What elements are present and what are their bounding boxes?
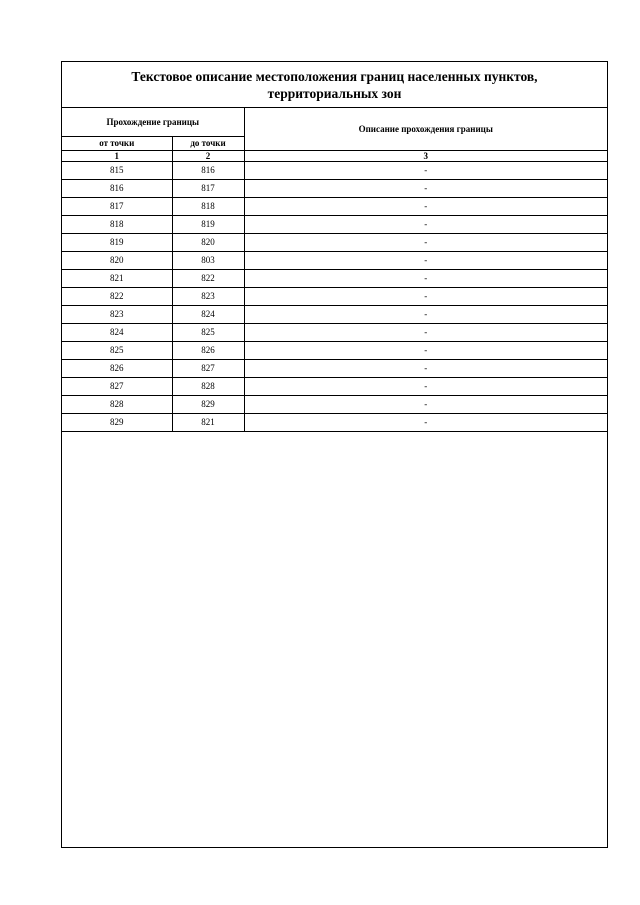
cell-from-point: 816 <box>62 179 172 197</box>
cell-from-point: 829 <box>62 413 172 431</box>
cell-to-point: 825 <box>172 323 244 341</box>
title-line-2: территориальных зон <box>267 85 402 101</box>
cell-to-point: 824 <box>172 305 244 323</box>
table-row <box>62 305 607 323</box>
cell-from-point: 821 <box>62 269 172 287</box>
cell-description: - <box>244 233 607 251</box>
cell-description: - <box>244 161 607 179</box>
cell-to-point: 829 <box>172 395 244 413</box>
cell-from-point: 828 <box>62 395 172 413</box>
header-number-3: 3 <box>244 150 607 161</box>
table-row <box>62 395 607 413</box>
cell-description: - <box>244 377 607 395</box>
cell-description: - <box>244 215 607 233</box>
table-row <box>62 287 607 305</box>
cell-description: - <box>244 305 607 323</box>
cell-from-point: 824 <box>62 323 172 341</box>
cell-to-point: 817 <box>172 179 244 197</box>
cell-from-point: 819 <box>62 233 172 251</box>
cell-description: - <box>244 341 607 359</box>
cell-from-point: 826 <box>62 359 172 377</box>
header-boundary-passage: Прохождение границы <box>62 108 244 136</box>
cell-description: - <box>244 323 607 341</box>
cell-from-point: 815 <box>62 161 172 179</box>
header-number-2: 2 <box>172 150 244 161</box>
cell-to-point: 803 <box>172 251 244 269</box>
table-row <box>62 161 607 179</box>
boundary-table <box>62 108 607 432</box>
cell-to-point: 827 <box>172 359 244 377</box>
header-to-point: до точки <box>172 136 244 150</box>
cell-to-point: 819 <box>172 215 244 233</box>
cell-description: - <box>244 179 607 197</box>
cell-description: - <box>244 395 607 413</box>
table-row <box>62 359 607 377</box>
table-row <box>62 215 607 233</box>
table-row <box>62 233 607 251</box>
table-row <box>62 377 607 395</box>
cell-to-point: 820 <box>172 233 244 251</box>
cell-to-point: 823 <box>172 287 244 305</box>
cell-from-point: 827 <box>62 377 172 395</box>
table-row <box>62 197 607 215</box>
cell-from-point: 820 <box>62 251 172 269</box>
table-row <box>62 323 607 341</box>
cell-to-point: 826 <box>172 341 244 359</box>
cell-description: - <box>244 413 607 431</box>
table-row <box>62 251 607 269</box>
cell-to-point: 822 <box>172 269 244 287</box>
cell-from-point: 822 <box>62 287 172 305</box>
cell-description: - <box>244 197 607 215</box>
cell-to-point: 816 <box>172 161 244 179</box>
cell-description: - <box>244 359 607 377</box>
document-frame <box>61 61 608 848</box>
header-number-1: 1 <box>62 150 172 161</box>
table-row <box>62 179 607 197</box>
cell-from-point: 817 <box>62 197 172 215</box>
header-description: Описание прохождения границы <box>244 108 607 150</box>
title-line-1: Текстовое описание местоположения границ населенных пунктов, <box>131 68 538 84</box>
cell-to-point: 821 <box>172 413 244 431</box>
cell-to-point: 818 <box>172 197 244 215</box>
cell-from-point: 823 <box>62 305 172 323</box>
cell-description: - <box>244 269 607 287</box>
cell-from-point: 818 <box>62 215 172 233</box>
table-row <box>62 341 607 359</box>
cell-from-point: 825 <box>62 341 172 359</box>
cell-to-point: 828 <box>172 377 244 395</box>
document-title <box>62 62 607 108</box>
table-row <box>62 413 607 431</box>
cell-description: - <box>244 287 607 305</box>
cell-description: - <box>244 251 607 269</box>
table-row <box>62 269 607 287</box>
header-from-point: от точки <box>62 136 172 150</box>
